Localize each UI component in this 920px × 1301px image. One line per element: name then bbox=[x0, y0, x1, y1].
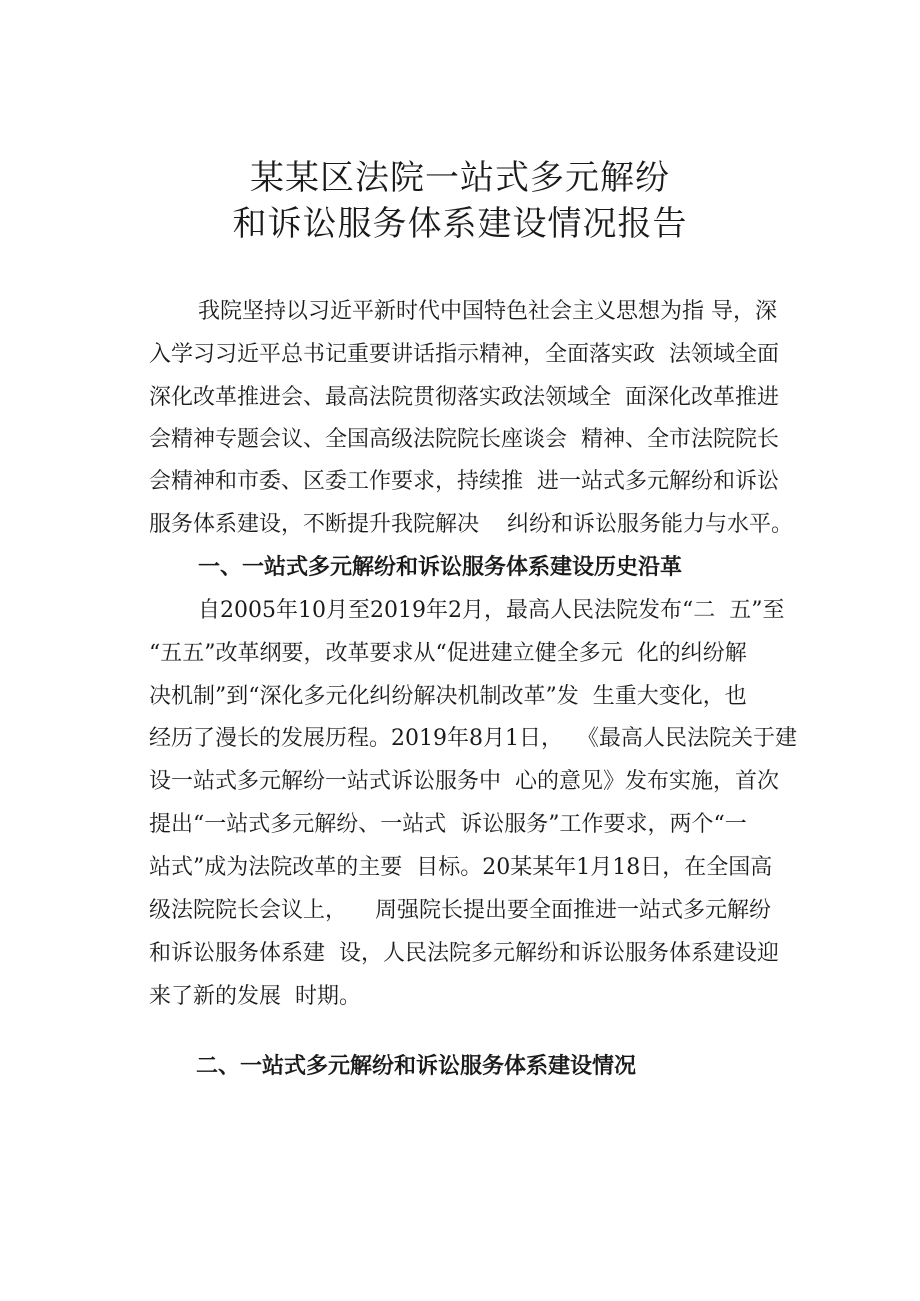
section1-line: 经历了漫长的发展历程。2019年8月1日， 《最高人民法院关于建 bbox=[149, 726, 797, 751]
document-title-line-2: 和诉讼服务体系建设情况报告 bbox=[232, 204, 688, 244]
section-heading-1: 一、一站式多元解纷和诉讼服务体系建设历史沿革 bbox=[198, 555, 683, 580]
intro-line: 服务体系建设，不断提升我院解决 纠纷和诉讼服务能力与水平。 bbox=[149, 512, 793, 537]
section1-line: 提出“一站式多元解纷、一站式 诉讼服务”工作要求，两个“一 bbox=[149, 812, 747, 837]
intro-line: 会精神专题会议、全国高级法院院长座谈会 精神、全市法院院长 bbox=[149, 427, 779, 452]
section1-line: 和诉讼服务体系建 设，人民法院多元解纷和诉讼服务体系建设迎 bbox=[149, 941, 779, 966]
section1-line: 设一站式多元解纷一站式诉讼服务中 心的意见》发布实施，首次 bbox=[149, 769, 779, 794]
section1-line: 站式”成为法院改革的主要 目标。20某某年1月18日，在全国高 bbox=[149, 855, 773, 880]
intro-line: 会精神和市委、区委工作要求，持续推 进一站式多元解纷和诉讼 bbox=[149, 469, 779, 494]
document-title-line-1: 某某区法院一站式多元解纷 bbox=[250, 158, 670, 198]
intro-line: 我院坚持以习近平新时代中国特色社会主义思想为指 导，深 bbox=[198, 299, 777, 324]
section1-line: “五五”改革纲要，改革要求从“促进建立健全多元 化的纠纷解 bbox=[149, 641, 747, 666]
section1-line: 来了新的发展 时期。 bbox=[149, 984, 361, 1009]
section1-line: 级法院院长会议上， 周强院长提出要全面推进一站式多元解纷 bbox=[149, 898, 771, 923]
section1-line: 决机制”到“深化多元化纠纷解决机制改革”发 生重大变化，也 bbox=[149, 684, 747, 709]
intro-line: 深化改革推进会、最高法院贯彻落实政法领域全 面深化改革推进 bbox=[149, 385, 779, 410]
section1-line: 自2005年10月至2019年2月，最高人民法院发布“二 五”至 bbox=[198, 598, 785, 623]
section-heading-2: 二、一站式多元解纷和诉讼服务体系建设情况 bbox=[196, 1054, 637, 1079]
intro-line: 入学习习近平总书记重要讲话指示精神，全面落实政 法领域全面 bbox=[149, 342, 779, 367]
